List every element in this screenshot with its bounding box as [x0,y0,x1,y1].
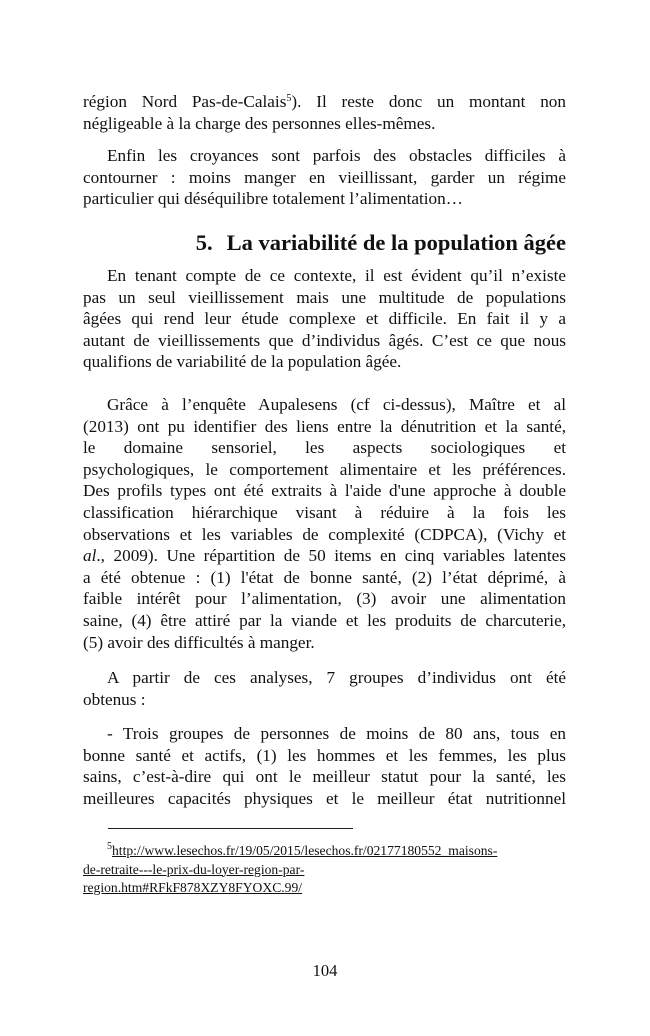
text-line: - Trois groupes de personnes de moins de 80 ans, tous en [107,724,566,743]
footnote-link[interactable]: http://www.lesechos.fr/19/05/2015/lesechos.fr/02177180552_maisons- [112,843,498,858]
footnote-ref[interactable]: 5 [286,93,292,104]
italic-text: al [83,546,97,566]
text: ., 2009). Une répartition de 50 items en cinq variables latentes [96,546,566,566]
footnote-link[interactable]: de-retraite---le-prix-du-loyer-region-par- [83,861,305,877]
footnote-line [83,861,566,880]
paragraph-3 [83,265,566,373]
footnote-marker: 5 [107,841,112,852]
footnote-line [83,842,566,861]
text-line: observations et les variables de complexité (CDPCA), (Vichy et [83,524,566,544]
footnote-divider [108,828,353,829]
text-line: particulier qui déséquilibre totalement l’alimentation… [83,189,463,209]
text-line: négligeable à la charge des personnes elles-mêmes. [83,113,436,133]
section-heading [83,229,566,257]
footnote-line [83,879,566,898]
paragraph-5 [83,667,566,710]
text-line: Des profils types ont été extraits à l'aide d'une approche à double [83,481,566,501]
text-line: A partir de ces analyses, 7 groupes d’individus ont été [107,668,566,687]
text-line: le domaine sensoriel, les aspects sociologiques et [83,438,566,458]
footnote [83,842,566,898]
section-number: 5. [195,230,213,255]
text-line: faible intérêt pour l’alimentation, (3) avoir une alimentation [83,589,566,609]
text-line: bonne santé et actifs, (1) les hommes et les femmes, les plus [83,745,566,765]
text: région Nord Pas-de-Calais [83,92,287,111]
text-line: a été obtenue : (1) l'état de bonne santé, (2) l’état déprimé, à [83,567,566,587]
text-line: sains, c’est-à-dire qui ont le meilleur statut pour la santé, les [83,767,566,787]
paragraph-6 [83,723,566,809]
text-line [83,91,566,113]
text-line: saine, (4) être attiré par la viande et les produits de charcuterie, [83,610,566,630]
text-line: Grâce à l’enquête Aupalesens (cf ci-dessus), Maître et al [107,395,566,414]
text-line: En tenant compte de ce contexte, il est évident qu’il n’existe [107,266,566,285]
paragraph-4 [83,394,566,653]
text-line: (5) avoir des difficultés à manger. [83,632,315,652]
text-line: qualifions de variabilité de la population âgée. [83,352,402,372]
paragraph-2 [83,145,566,210]
paragraph-1 [83,91,566,134]
text-line: (2013) ont pu identifier des liens entre la dénutrition et la santé, [83,416,566,436]
text-line: obtenus : [83,689,146,709]
text-line: contourner : moins manger en vieillissant, garder un régime [83,167,566,187]
text-line: autant de vieillissements que d’individus âgés. C’est ce que nous [83,330,566,350]
text-line: psychologiques, le comportement alimentaire et les préférences. [83,459,566,479]
text-line [83,545,566,567]
section-title: La variabilité de la population âgée [226,230,566,255]
page-number: 104 [312,961,338,980]
text-line: pas un seul vieillissement mais une multitude de populations [83,287,566,307]
text-line: Enfin les croyances sont parfois des obstacles difficiles à [107,146,566,165]
footnote-link[interactable]: region.htm#RFkF878XZY8FYOXC.99/ [83,880,303,895]
text: ). Il reste donc un montant non [291,92,566,111]
text-line: âgées qui rend leur étude complexe et difficile. En fait il y a [83,309,566,329]
text-line: meilleures capacités physiques et le meilleur état nutritionnel [83,788,566,808]
text-line: classification hiérarchique visant à réduire à la fois les [83,502,566,522]
